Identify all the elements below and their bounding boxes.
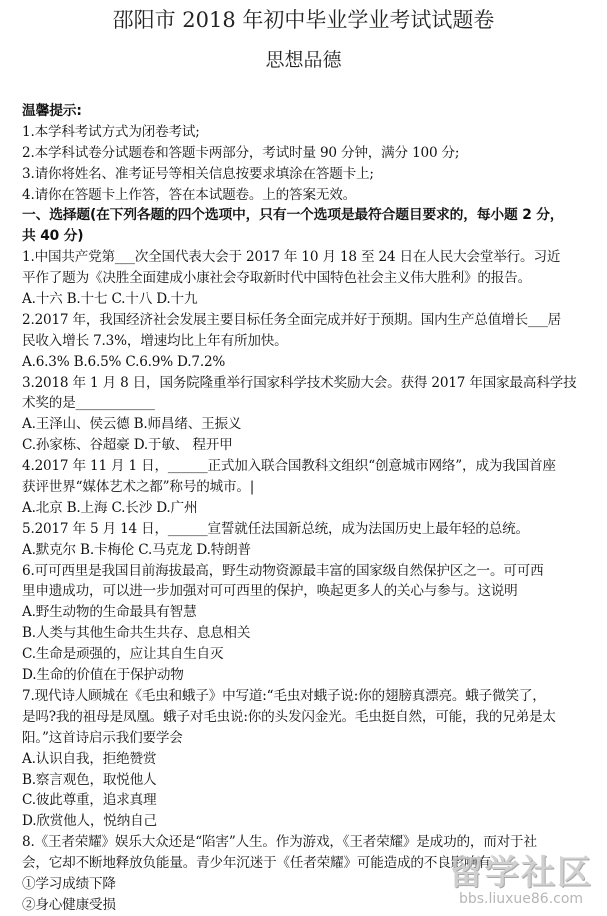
text-line: 8.《王者荣耀》娱乐大众还是“陷害”人生。作为游戏，《王者荣耀》是成功的，而对于社 bbox=[22, 834, 537, 851]
text-line: 1.中国共产党第___次全国代表大会于 2017 年 10 月 18 至 24 日在人民大会堂举行。习近 bbox=[22, 249, 561, 266]
watermark-url: bbs.liuxue86.com bbox=[458, 891, 584, 907]
exam-title: 邵阳市 2018 年初中毕业学业考试试题卷 bbox=[112, 8, 495, 32]
text-line: 3.请你将姓名、准考证号等相关信息按要求填涂在答题卡上; bbox=[22, 165, 374, 182]
text-line: 2.本学科试卷分试题卷和答题卡两部分，考试时量 90 分钟，满分 100 分; bbox=[22, 144, 460, 161]
text-line: A.认识自我，拒绝赞赏 bbox=[22, 750, 157, 767]
section-heading-line: 一、选择题(在下列各题的四个选项中，只有一个选项是最符合题目要求的，每小题 2 分， bbox=[22, 207, 564, 224]
text-line: 4.2017 年 11 月 1 日，______正式加入联合国教科文组织“创意城市网络”，成为我国首座 bbox=[22, 458, 556, 475]
text-line: 是吗?我的祖母是凤凰。蛾子对毛虫说:你的头发闪金光。毛虫挺自然，可能，我的兄弟是太 bbox=[22, 708, 556, 725]
text-line: 4.请你在答题卡上作答，答在本试题卷。上的答案无效。 bbox=[22, 186, 357, 203]
text-line: 6.可可西里是我国目前海拔最高，野生动物资源最丰富的国家级自然保护区之一。可可西 bbox=[22, 562, 544, 579]
text-line: A.王泽山、侯云德 B.师昌绪、王振义 bbox=[22, 416, 242, 433]
text-line: 2.2017 年，我国经济社会发展主要目标任务全面完成并好于预期。国内生产总值增长___居 bbox=[22, 311, 562, 328]
text-line: 民收入增长 7.3%，增速均比上年有所加快。 bbox=[22, 332, 288, 349]
text-line: 获评世界“媒体艺术之都”称号的城市。| bbox=[22, 479, 255, 496]
text-line: C.生命是顽强的，应让其自生自灭 bbox=[22, 646, 224, 663]
text-line: 里申遗成功，可以进一步加强对可可西里的保护，唤起更多人的关心与参与。这说明 bbox=[22, 583, 518, 600]
text-line: C.彼此尊重，追求真理 bbox=[22, 792, 157, 809]
text-line: 平作了题为《决胜全面建成小康社会夺取新时代中国特色社会主义伟大胜利》的报告。 bbox=[22, 270, 531, 287]
text-line: 会，它却不断地释放负能量。青少年沉迷于《任者荣耀》可能造成的不良影响有 bbox=[22, 855, 491, 872]
text-line: 1.本学科考试方式为闭卷考试; bbox=[22, 123, 200, 140]
exam-subject: 思想品德 bbox=[265, 49, 342, 71]
text-line: A.十六 B.十七 C.十八 D.十九 bbox=[22, 291, 198, 308]
text-line: ①学习成绩下降 bbox=[22, 875, 116, 892]
text-line: A.默克尔 B.卡梅伦 C.马克龙 D.特朗普 bbox=[22, 541, 251, 558]
watermark bbox=[449, 855, 593, 907]
section-heading-line: 温馨提示: bbox=[22, 103, 82, 119]
section-heading-line: 共 40 分) bbox=[22, 228, 84, 245]
text-line: A.野生动物的生命最具有智慧 bbox=[22, 604, 197, 621]
text-line: 3.2018 年 1 月 8 日，国务院隆重举行国家科学技术奖励大会。获得 2017 年国家最高科学技 bbox=[22, 374, 577, 391]
text-line: C.孙家栋、谷超豪 D.于敏、 程开甲 bbox=[22, 437, 233, 454]
watermark-logo: 留学社区 bbox=[449, 853, 593, 893]
text-line: A.6.3% B.6.5% C.6.9% D.7.2% bbox=[22, 353, 226, 370]
text-line: 术奖的是____________ bbox=[22, 395, 155, 412]
text-line: ②身心健康受损 bbox=[22, 896, 116, 913]
text-line: D.生命的价值在于保护动物 bbox=[22, 667, 184, 684]
exam-body bbox=[22, 101, 602, 916]
text-line: 阳。”这首诗启示我们要学会 bbox=[22, 729, 183, 746]
text-line: A.北京 B.上海 C.长沙 D.广州 bbox=[22, 499, 198, 516]
text-line: 7.现代诗人顾城在《毛虫和蛾子》中写道:“毛虫对蛾子说:你的翅膀真漂亮。蛾子微笑了， bbox=[22, 687, 546, 704]
text-line: B.人类与其他生命共生共存、息息相关 bbox=[22, 625, 251, 642]
text-line: D.欣赏他人，悦纳自己 bbox=[22, 813, 157, 830]
text-line: 5.2017 年 5 月 14 日，______宣誓就任法国新总统，成为法国历史上最年轻的总统。 bbox=[22, 520, 529, 537]
text-line: B.察言观色，取悦他人 bbox=[22, 771, 157, 788]
